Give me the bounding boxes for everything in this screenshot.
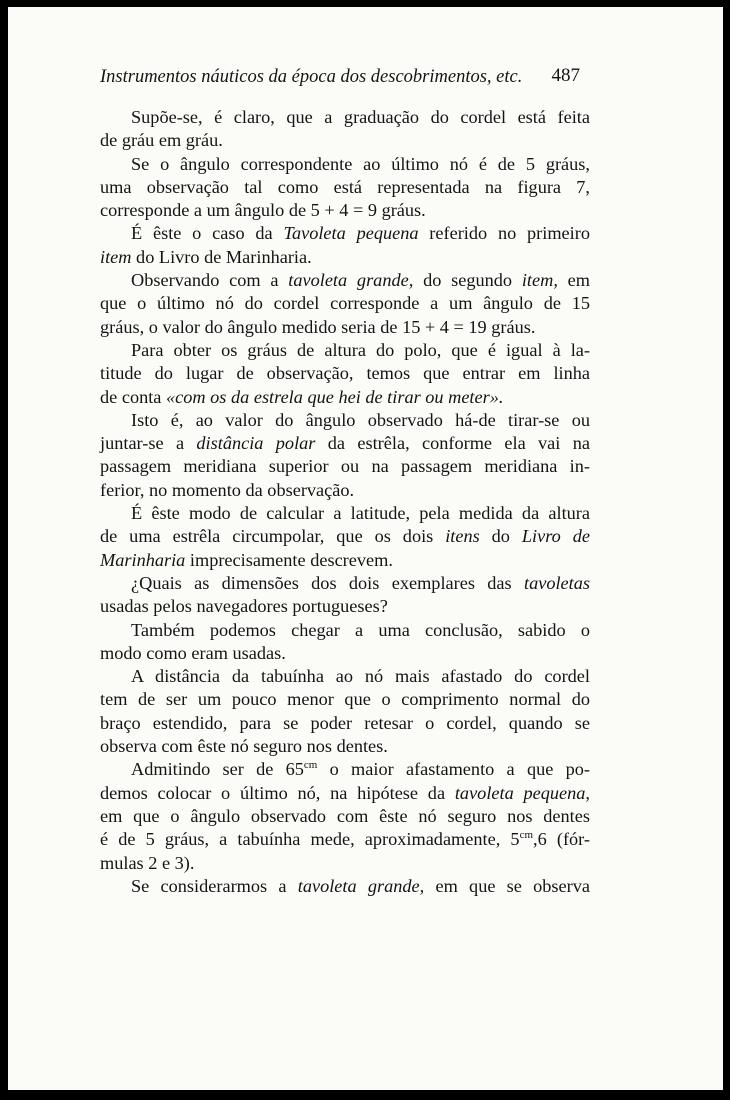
text-span: Observando com a — [131, 270, 289, 291]
text-span: que o último nó do cordel corresponde a um ângulo de 15 — [100, 293, 590, 314]
text-span: observa com êste nó seguro nos dentes. — [100, 736, 388, 757]
italic-span: tavoleta pequena, — [454, 782, 591, 803]
text-line — [100, 852, 590, 875]
text-span: corresponde a um ângulo de 5 + 4 = 9 gráus. — [100, 200, 426, 221]
text-line — [100, 455, 590, 478]
text-span: ,6 (fór- — [533, 829, 590, 850]
text-span: passagem meridiana superior ou na passagem meridiana in- — [100, 456, 590, 477]
text-line — [100, 525, 590, 548]
text-line — [100, 828, 590, 851]
text-span: de gráu em gráu. — [100, 130, 223, 151]
superscript: cm — [519, 829, 534, 842]
text-span: tem de ser um pouco menor que o comprimento normal do — [100, 689, 590, 710]
text-line — [100, 292, 590, 315]
italic-span: Marinharia — [100, 549, 186, 570]
text-span: gráus, o valor do ângulo medido seria de 15 + 4 = 19 gráus. — [100, 316, 536, 337]
text-line — [100, 246, 590, 269]
text-span: Se considerarmos a — [131, 875, 298, 896]
text-span: modo como eram usadas. — [100, 642, 286, 663]
text-line — [100, 269, 590, 292]
text-line — [100, 595, 590, 618]
italic-span: itens — [445, 526, 480, 547]
text-line — [100, 875, 590, 898]
text-line — [100, 339, 590, 362]
italic-span: distância polar — [196, 433, 316, 454]
text-span: referido no primeiro — [418, 223, 590, 244]
text-span: titude do lugar de observação, temos que entrar em linha — [100, 363, 590, 384]
text-span: É êste modo de calcular a latitude, pela medida da altura — [131, 503, 590, 524]
text-span: Para obter os gráus de altura do polo, que é igual à la- — [131, 339, 590, 360]
text-span: juntar-se a — [100, 433, 197, 454]
text-line — [100, 106, 590, 129]
italic-span: item, — [521, 270, 558, 291]
text-line — [100, 502, 590, 525]
text-line — [100, 758, 590, 781]
running-title: Instrumentos náuticos da época dos descobrimentos, etc. — [100, 67, 523, 87]
text-line — [100, 642, 590, 665]
text-line — [100, 805, 590, 828]
text-line — [100, 688, 590, 711]
text-span: usadas pelos navegadores portugueses? — [100, 596, 388, 617]
text-span: Também podemos chegar a uma conclusão, sabido o — [131, 619, 590, 640]
text-line — [100, 153, 590, 176]
italic-span: tavoleta grande, — [297, 875, 425, 896]
italic-span: item — [100, 246, 132, 267]
italic-span: Tavoleta pequena — [283, 223, 419, 244]
text-line — [100, 176, 590, 199]
text-span: É êste o caso da — [131, 223, 284, 244]
text-span: do Livro de Marinharia. — [131, 246, 312, 267]
text-span: em que o ângulo observado com êste nó seguro nos dentes — [100, 805, 590, 826]
text-line — [100, 432, 590, 455]
text-span: em — [557, 270, 590, 291]
text-span: mulas 2 e 3). — [100, 852, 195, 873]
text-span: imprecisamente descrevem. — [185, 549, 393, 570]
text-span: da estrêla, conforme ela vai na — [315, 433, 590, 454]
text-span: em que se observa — [424, 875, 591, 896]
text-line — [100, 409, 590, 432]
text-line — [100, 549, 590, 572]
text-span: ¿Quais as dimensões dos dois exemplares das — [131, 572, 524, 593]
text-span: braço estendido, para se poder retesar o cordel, quando se — [100, 712, 590, 733]
text-line — [100, 199, 590, 222]
italic-span: «com os da estrela que hei de tirar ou meter». — [165, 386, 504, 407]
text-span: de uma estrêla circumpolar, que os dois — [100, 526, 446, 547]
book-page — [8, 7, 723, 1090]
text-span: Isto é, ao valor do ângulo observado há-de tirar-se ou — [131, 409, 590, 430]
page-number: 487 — [551, 65, 580, 86]
text-line — [100, 316, 590, 339]
text-span: Se o ângulo correspondente ao último nó é de 5 gráus, — [131, 153, 590, 174]
body-text — [100, 106, 590, 898]
text-span: A distância da tabuínha ao nó mais afastado do cordel — [131, 666, 590, 687]
text-span: do segundo — [413, 270, 522, 291]
text-span: de conta — [100, 386, 166, 407]
italic-span: tavoletas — [523, 572, 590, 593]
text-line — [100, 665, 590, 688]
italic-span: Livro de — [521, 526, 590, 547]
text-line — [100, 712, 590, 735]
text-span: ferior, no momento da observação. — [100, 479, 355, 500]
text-span: do — [479, 526, 522, 547]
text-line — [100, 619, 590, 642]
text-line — [100, 735, 590, 758]
text-line — [100, 386, 590, 409]
text-span: é de 5 gráus, a tabuínha mede, aproximadamente, 5 — [100, 829, 520, 850]
text-span: o maior afastamento a que po- — [317, 759, 590, 780]
text-line — [100, 129, 590, 152]
text-span: Admitindo ser de 65 — [131, 759, 304, 780]
text-span: Supõe-se, é claro, que a graduação do cordel está feita — [131, 107, 590, 127]
running-header — [100, 67, 580, 88]
text-span: uma observação tal como está representada na figura 7, — [100, 176, 590, 197]
text-line — [100, 222, 590, 245]
text-line — [100, 362, 590, 385]
text-line — [100, 782, 590, 805]
italic-span: tavoleta grande, — [288, 270, 414, 291]
superscript: cm — [303, 759, 318, 772]
text-line — [100, 479, 590, 502]
text-line — [100, 572, 590, 595]
text-span: demos colocar o último nó, na hipótese da — [100, 782, 455, 803]
